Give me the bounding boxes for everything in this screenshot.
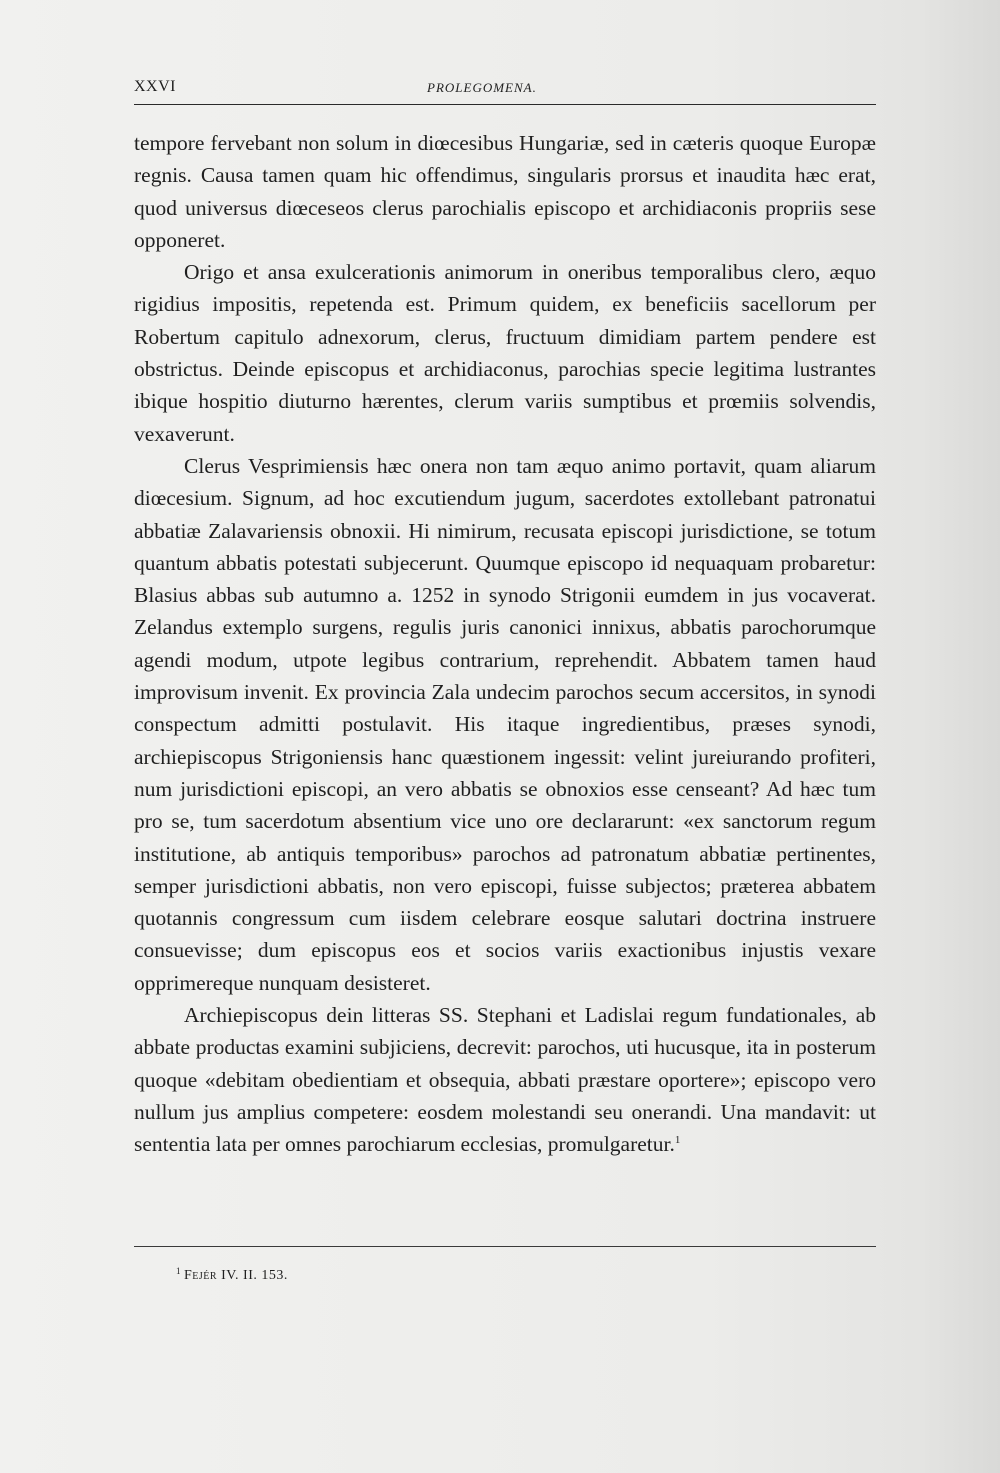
main-text bbox=[134, 127, 876, 1161]
paragraph-4-text: Archiepiscopus dein litteras SS. Stephani et Ladislai regum fundationales, ab abbate productas examini subjiciens, decrevit: parochos, uti hucusque, ita in posterum quoque «debitam obedientiam et obsequia, abbati præstare oportere»; episcopo vero nullum jus amplius competere: eosdem molestandi seu onerandi. Una mandavit: ut sententia lata per omnes parochiarum ecclesias, promulgaretur. bbox=[134, 1003, 876, 1157]
footnote-citation: IV. II. 153. bbox=[221, 1268, 288, 1283]
footnote-marker: 1 bbox=[176, 1266, 181, 1276]
footnote-reference[interactable]: 1 bbox=[674, 1134, 681, 1147]
header-rule bbox=[134, 104, 876, 105]
running-title: PROLEGOMENA. bbox=[427, 80, 537, 95]
paragraph-3: Clerus Vesprimiensis hæc onera non tam æquo animo portavit, quam aliarum diœcesium. Signum, ad hoc excutiendum jugum, sacerdotes extollebant patronatui abbatiæ Zalavariensis obnoxii. Hi nimirum, recusata episcopi jurisdictione, se totum quantum abbatis potestati subjecerunt. Quumque episcopo id nequaquam probaretur: Blasius abbas sub autumno a. 1252 in synodo Strigonii eumdem in jus vocaverat. Zelandus extemplo surgens, regulis juris canonici innixus, abbatis parochorumque agendi modum, utpote legibus contrarium, reprehendit. Abbatem tamen haud improvisum invenit. Ex provincia Zala undecim parochos secum accersitos, in synodi conspectum admitti postulavit. His itaque ingredientibus, præses synodi, archiepiscopus Strigoniensis hanc quæstionem ingessit: velint jureiurando profiteri, num jurisdictioni episcopi, an vero abbatis se obnoxios esse censeant? Ad hæc tum pro se, tum sacerdotum absentium vice uno ore declararunt: «ex sanctorum regum institutione, ab antiquis temporibus» parochos ad patronatum abbatiæ pertinentes, semper jurisdictioni abbatis, non vero episcopi, fuisse subjectos; præterea abbatem quotannis congressum cum iisdem celebrare eosque salutari doctrina instruere consuevisse; dum episcopus eos et socios variis exactionibus injustis vexare opprimereque nunquam desisteret. bbox=[134, 453, 876, 995]
paragraph-1: tempore fervebant non solum in diœcesibus Hungariæ, sed in cæteris quoque Europæ regnis. Causa tamen quam hic offendimus, singularis prorsus et inaudita hæc erat, quod universus diœceseos clerus parochialis episcopo et archidiaconis propriis sese opponeret. bbox=[134, 131, 876, 252]
footnote-author: Fejér bbox=[184, 1268, 218, 1283]
paragraph-4 bbox=[134, 999, 876, 1160]
footnote bbox=[176, 1268, 288, 1284]
paragraph-2: Origo et ansa exulcerationis animorum in oneribus temporalibus clero, æquo rigidius impositis, repetenda est. Primum quidem, ex beneficiis sacellorum per Robertum capitulo adnexorum, clerus, fructuum dimidiam partem pendere est obstrictus. Deinde episcopus et archidiaconus, parochias specie legitima lustrantes ibique hospitio diuturno hærentes, clerum variis sumptibus et prœmiis solvendis, vexaverunt. bbox=[134, 260, 876, 446]
running-head bbox=[134, 74, 876, 104]
footnote-rule bbox=[134, 1246, 876, 1247]
page-number: XXVI bbox=[134, 78, 176, 95]
